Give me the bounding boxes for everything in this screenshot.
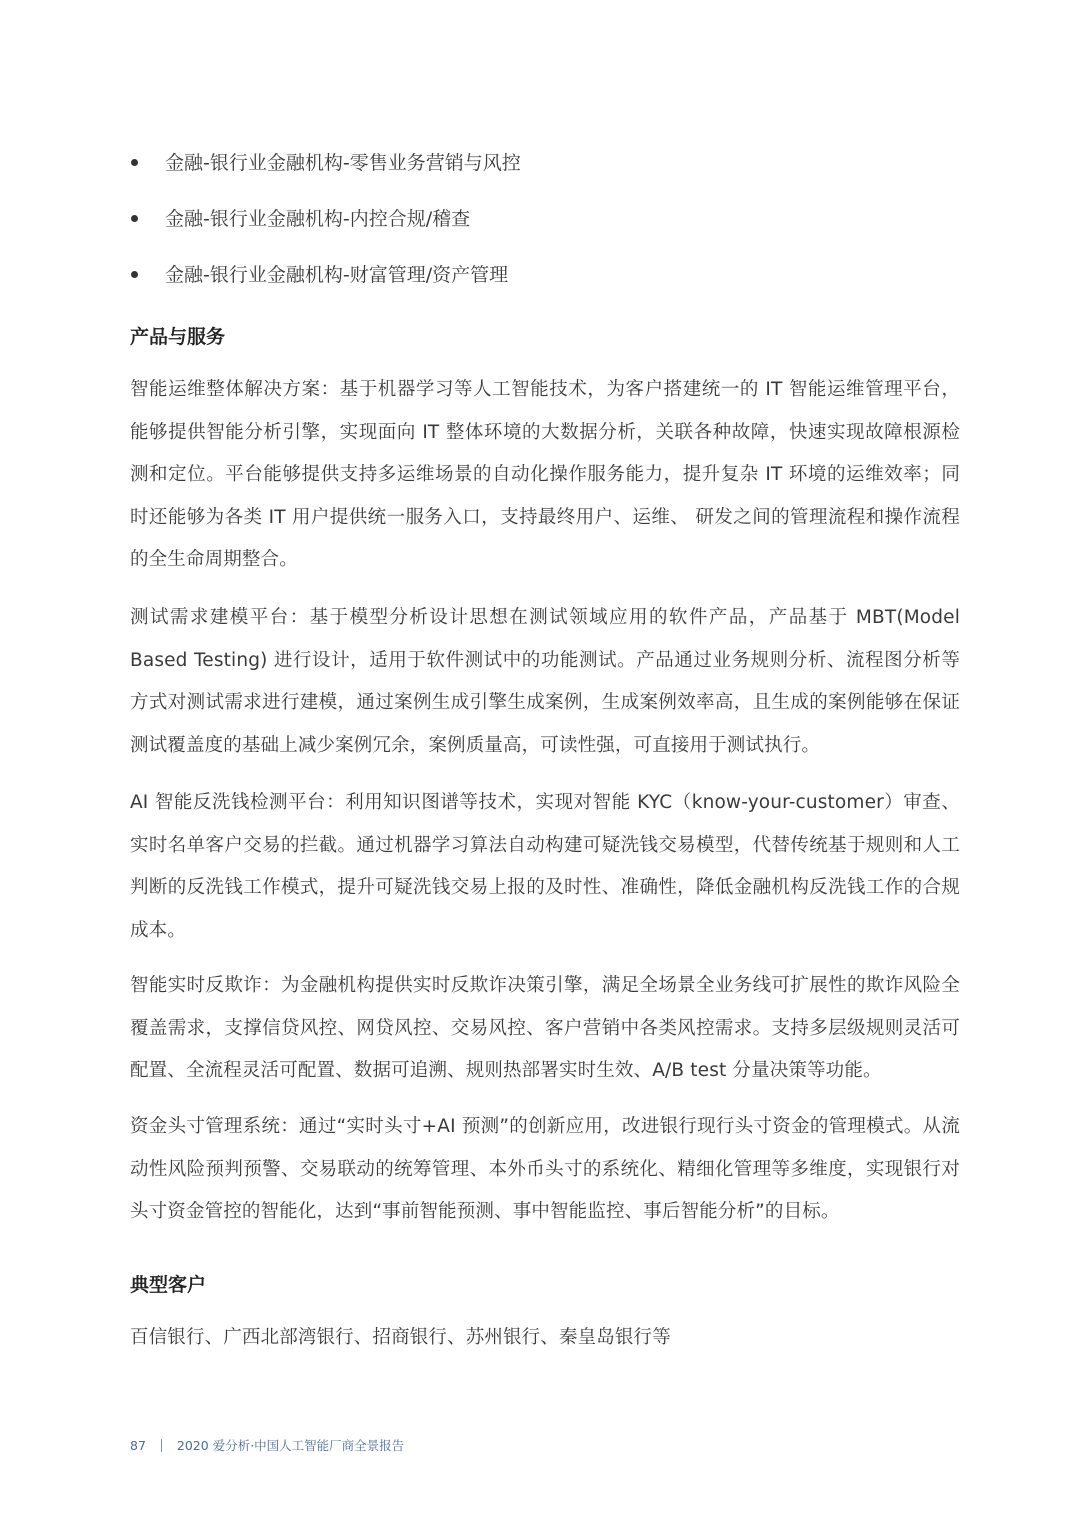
bullet-item: [128, 245, 968, 301]
bullet-dot-icon: [131, 271, 138, 278]
product-paragraph-test-modeling: 测试需求建模平台：基于模型分析设计思想在测试领域应用的软件产品，产品基于 MBT(Model Based Testing) 进行设计，适用于软件测试中的功能测试。产品通过业务规则分析、流程图分析等方式对测试需求进行建模，通过案例生成引擎生成案例，生成案例效率高，且生成的案例能够在保证测试覆盖度的基础上减少案例冗余，案例质量高，可读性强，可直接用于测试执行。: [130, 607, 960, 756]
products-heading: 产品与服务: [130, 326, 226, 348]
bullet-text: 金融-银行业金融机构-财富管理/资产管理: [165, 263, 509, 286]
industry-bullet-list: [128, 133, 968, 301]
footer-divider: [161, 1439, 162, 1452]
bullet-text: 金融-银行业金融机构-零售业务营销与风控: [165, 151, 521, 174]
bullet-dot-icon: [131, 215, 138, 222]
page-number: 87: [130, 1437, 146, 1453]
bullet-dot-icon: [131, 159, 138, 166]
product-paragraph-cash-position: 资金头寸管理系统：通过“实时头寸+AI 预测”的创新应用，改进银行现行头寸资金的管理模式。从流动性风险预判预警、交易联动的统筹管理、本外币头寸的系统化、精细化管理等多维度，实现银行对头寸资金管控的智能化，达到“事前智能预测、事中智能监控、事后智能分析”的目标。: [130, 1116, 960, 1222]
customers-heading: 典型客户: [130, 1274, 207, 1296]
product-paragraph-aiops: 智能运维整体解决方案：基于机器学习等人工智能技术，为客户搭建统一的 IT 智能运维管理平台，能够提供智能分析引擎，实现面向 IT 整体环境的大数据分析，关联各种故障，快速实现故障根源检测和定位。平台能够提供支持多运维场景的自动化操作服务能力，提升复杂 IT 环境的运维效率；同时还能够为各类 IT 用户提供统一服务入口，支持最终用户、运维、 研发之间的管理流程和操作流程的全生命周期整合。: [130, 379, 960, 570]
bullet-item: [128, 133, 968, 189]
bullet-item: [128, 189, 968, 245]
product-paragraph-anti-fraud: 智能实时反欺诈：为金融机构提供实时反欺诈决策引擎，满足全场景全业务线可扩展性的欺诈风险全覆盖需求，支撑信贷风控、网贷风控、交易风控、客户营销中各类风控需求。支持多层级规则灵活可配置、全流程灵活可配置、数据可追溯、规则热部署实时生效、A/B test 分量决策等功能。: [130, 975, 960, 1081]
customers-text: 百信银行、广西北部湾银行、招商银行、苏州银行、秦皇岛银行等: [130, 1327, 671, 1348]
page-footer: [130, 1436, 404, 1454]
report-title: 2020 爱分析·中国人工智能厂商全景报告: [176, 1438, 405, 1453]
bullet-text: 金融-银行业金融机构-内控合规/稽查: [165, 207, 471, 230]
product-paragraph-aml: AI 智能反洗钱检测平台：利用知识图谱等技术，实现对智能 KYC（know-your-customer）审查、实时名单客户交易的拦截。通过机器学习算法自动构建可疑洗钱交易模型，代替传统基于规则和人工判断的反洗钱工作模式，提升可疑洗钱交易上报的及时性、准确性，降低金融机构反洗钱工作的合规成本。: [130, 792, 960, 941]
